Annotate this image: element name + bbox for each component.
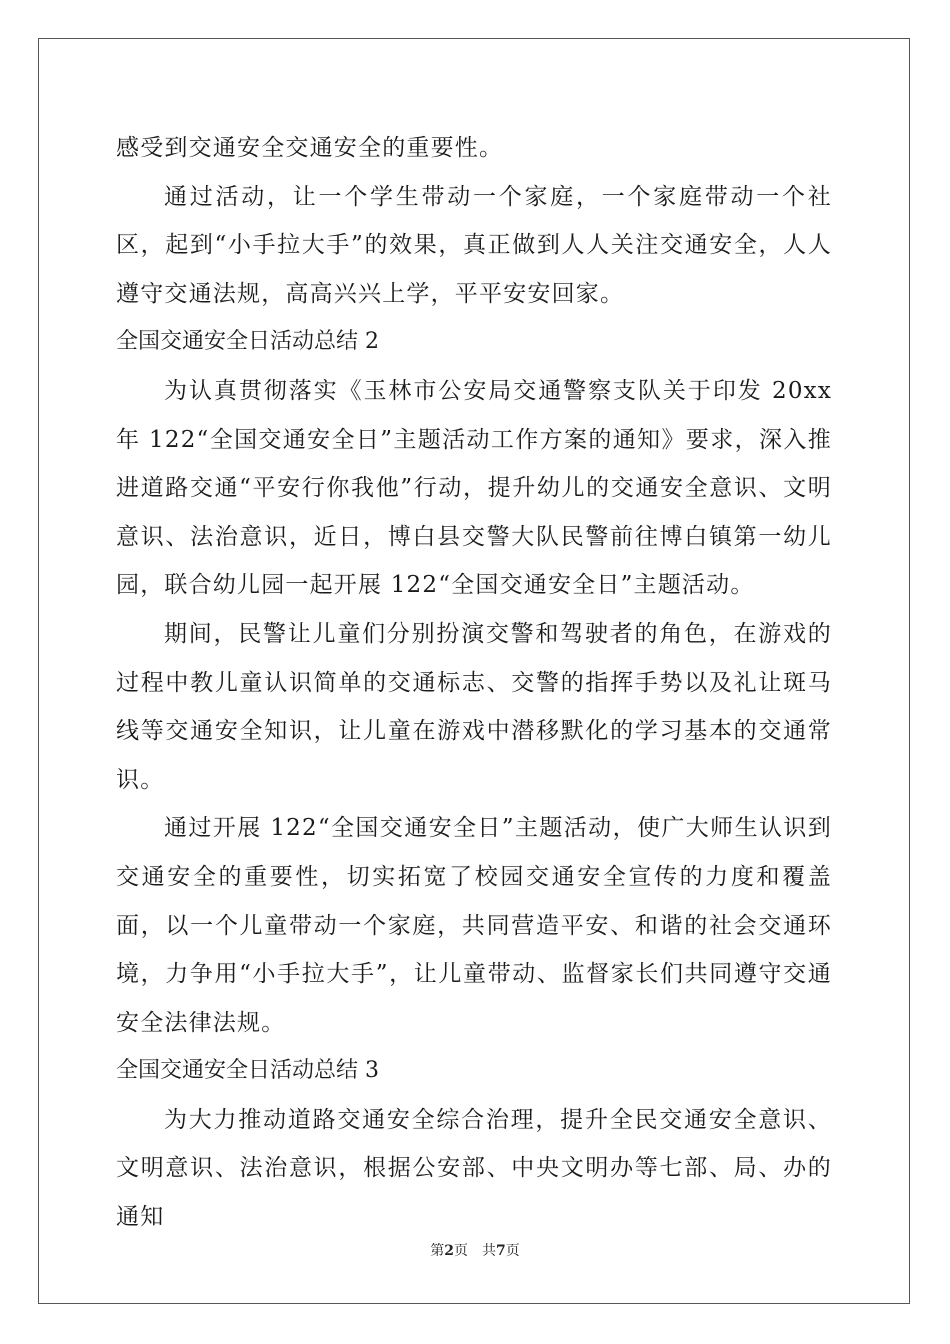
paragraph: 通过开展 122“全国交通安全日”主题活动，使广大师生认识到交通安全的重要性，切实拓宽了校园交通安全宣传的力度和覆盖面，以一个儿童带动一个家庭，共同营造平安、和谐的社会交通环境，力争用“小手拉大手”，让儿童带动、监督家长们共同遵守交通安全法律法规。 [116, 815, 832, 1036]
total-pages: 7 [496, 1243, 506, 1259]
paragraph: 通过活动，让一个学生带动一个家庭，一个家庭带动一个社区，起到“小手拉大手”的效果，真正做到人人关注交通安全，人人遵守交通法规，高高兴兴上学，平平安安回家。 [116, 183, 832, 307]
section-heading: 全国交通安全日活动总结 3 [116, 1058, 379, 1084]
total-suffix: 页 [505, 1243, 520, 1259]
document-body [116, 124, 832, 1242]
paragraph: 感受到交通安全交通安全的重要性。 [116, 135, 504, 161]
paragraph: 期间，民警让儿童们分别扮演交警和驾驶者的角色，在游戏的过程中教儿童认识简单的交通标志、交警的指挥手势以及礼让斑马线等交通安全知识，让儿童在游戏中潜移默化的学习基本的交通常识。 [116, 620, 832, 793]
section-heading: 全国交通安全日活动总结 2 [116, 329, 379, 355]
page-prefix: 第 [430, 1243, 445, 1259]
paragraph: 为大力推动道路交通安全综合治理，提升全民交通安全意识、文明意识、法治意识，根据公安部、中央文明办等七部、局、办的通知 [116, 1106, 832, 1231]
page-suffix: 页 [454, 1243, 468, 1259]
page-footer [0, 1240, 950, 1260]
paragraph: 为认真贯彻落实《玉林市公安局交通警察支队关于印发 20xx 年 122“全国交通安全日”主题活动工作方案的通知》要求，深入推进道路交通“平安行你我他”行动，提升幼儿的交通安全意识、文明意识、法治意识，近日，博白县交警大队民警前往博白镇第一幼儿园，联合幼儿园一起开展 122“全国交通安全日”主题活动。 [116, 377, 832, 599]
page-number: 2 [444, 1243, 454, 1259]
total-prefix: 共 [482, 1243, 496, 1259]
